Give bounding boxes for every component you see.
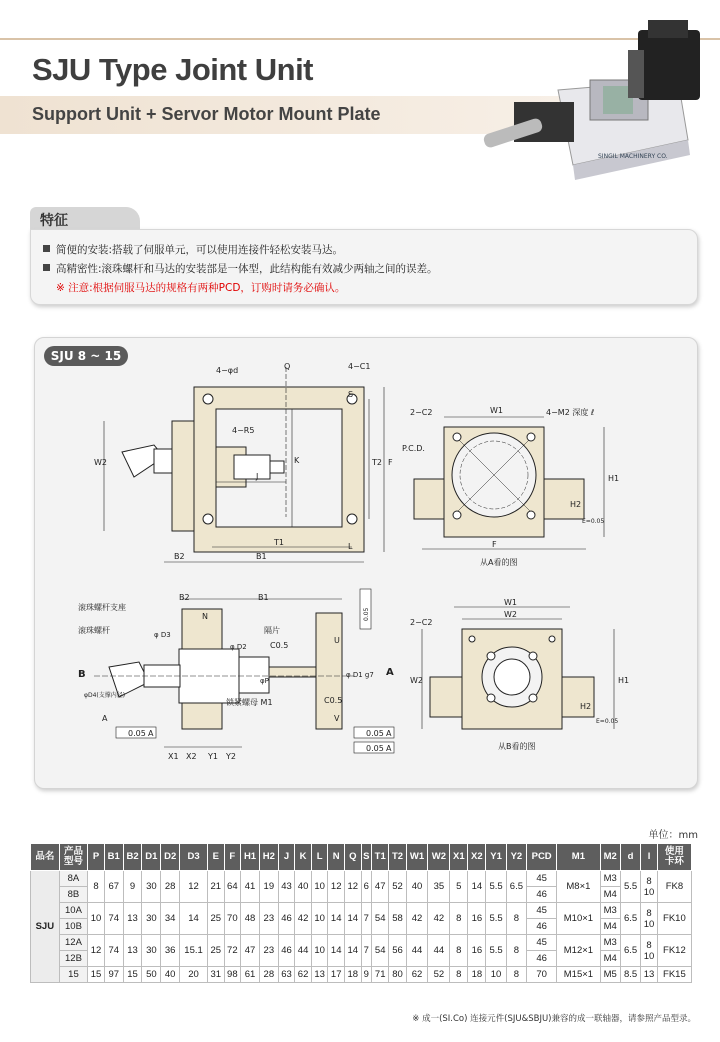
features-box [30, 229, 698, 305]
column-header: X1 [450, 844, 468, 871]
dim-label: U [334, 636, 340, 645]
table-cell: 8 [450, 935, 468, 967]
dim-label: A [386, 729, 392, 738]
dim-label: φ D2 [230, 643, 247, 651]
table-cell: 10 [311, 903, 328, 935]
table-cell: 12 [344, 871, 361, 903]
dim-label: L [348, 542, 353, 551]
features-tab-label: 特征 [40, 213, 68, 229]
table-body [31, 871, 692, 983]
table-cell: 28 [259, 967, 278, 983]
table-cell: 18 [344, 967, 361, 983]
dim-label: 锁紧螺母 M1 [226, 698, 273, 707]
dim-label: E=0.05 [596, 718, 619, 725]
table-cell: 23 [259, 935, 278, 967]
dim-label: T2 [372, 458, 382, 467]
dim-label: C0.5 [270, 641, 289, 650]
column-header: PCD [527, 844, 557, 871]
table-cell: 74 [104, 903, 123, 935]
dim-label: Q [284, 362, 291, 371]
table-cell: 41 [241, 871, 260, 903]
dim-label: E=0.05 [582, 518, 605, 525]
table-cell: 5 [450, 871, 468, 903]
feature-text: 高精密性:滚珠螺杆和马达的安装部是一体型，此结构能有效减少两轴之间的误差。 [56, 263, 438, 275]
table-cell: 42 [428, 903, 450, 935]
table-cell: 30 [142, 935, 161, 967]
table-cell: 54 [372, 903, 389, 935]
table-cell: 10 [311, 871, 328, 903]
table-cell: 15.1 [180, 935, 208, 967]
column-header: K [295, 844, 312, 871]
table-cell: 30 [142, 903, 161, 935]
column-header: F [224, 844, 241, 871]
column-header: 使用 卡环 [657, 844, 691, 871]
table-cell: 13 [123, 935, 142, 967]
dim-label: H2 [580, 702, 592, 711]
table-cell: 45 [527, 871, 557, 887]
dim-label: X2 [186, 752, 197, 761]
table-cell: 25 [207, 935, 224, 967]
column-header: 产品 型号 [59, 844, 88, 871]
column-header: J [278, 844, 295, 871]
table-cell: FK8 [657, 871, 691, 903]
table-cell: 15 [123, 967, 142, 983]
front-view [94, 362, 393, 562]
feature-item [43, 261, 438, 276]
table-cell: 5.5 [486, 935, 506, 967]
table-cell: 14 [328, 903, 345, 935]
feature-text: 简便的安装:搭载了伺服单元，可以使用连接件轻松安装马达。 [56, 244, 344, 256]
table-cell: 10 [311, 935, 328, 967]
dim-label: B1 [256, 552, 267, 561]
dim-label: 4−C1 [348, 362, 371, 371]
dim-label: 4−φd [216, 366, 239, 375]
table-cell: 13 [123, 903, 142, 935]
table-cell: 80 [389, 967, 406, 983]
features-tab [30, 207, 140, 231]
table-cell: 6.5 [506, 871, 526, 903]
table-cell: 12 [180, 871, 208, 903]
dim-label: W2 [410, 676, 423, 685]
column-header: H2 [259, 844, 278, 871]
table-cell: M3 [600, 935, 620, 951]
table-cell: 14 [344, 935, 361, 967]
column-header: 品名 [31, 844, 60, 871]
table-cell: M12×1 [557, 935, 600, 967]
dim-label: 4−R5 [232, 426, 255, 435]
table-cell: 30 [142, 871, 161, 903]
table-cell: 10A [59, 903, 88, 919]
table-cell: 67 [104, 871, 123, 903]
unit-label: 单位：mm [648, 830, 698, 841]
dim-label: B2 [179, 593, 190, 602]
dim-label: X1 [168, 752, 179, 761]
dim-label: S [348, 390, 354, 399]
table-cell: FK12 [657, 935, 691, 967]
table-cell: 47 [372, 871, 389, 903]
table-cell: 63 [278, 967, 295, 983]
table-cell: 8.5 [620, 967, 640, 983]
table-cell: 8 [506, 903, 526, 935]
table-cell: M3 [600, 903, 620, 919]
table-cell: 14 [468, 871, 486, 903]
dim-label: 0.05 [128, 729, 146, 738]
table-cell: 23 [259, 903, 278, 935]
table-cell: M3 [600, 871, 620, 887]
table-cell: 28 [161, 871, 180, 903]
table-cell: 6.5 [620, 903, 640, 935]
dim-label: φ D1 g7 [346, 671, 374, 679]
column-header: N [328, 844, 345, 871]
table-cell: 46 [527, 919, 557, 935]
table-cell: 8 10 [641, 935, 658, 967]
dim-label: 0.05 [366, 744, 384, 753]
table-cell: 52 [389, 871, 406, 903]
table-cell: 64 [224, 871, 241, 903]
table-cell: 40 [406, 871, 428, 903]
dim-label: A [148, 729, 154, 738]
table-cell: 7 [361, 903, 372, 935]
dim-label: A [386, 744, 392, 753]
table-cell: 45 [527, 935, 557, 951]
product-photo [478, 20, 710, 180]
column-header: B1 [104, 844, 123, 871]
table-cell: 6.5 [620, 935, 640, 967]
table-cell: 58 [389, 903, 406, 935]
table-cell: FK15 [657, 967, 691, 983]
table-cell: 52 [428, 967, 450, 983]
table-cell: 46 [278, 903, 295, 935]
table-cell: 44 [406, 935, 428, 967]
table-row [31, 871, 692, 887]
table-cell: 10 [88, 903, 105, 935]
dim-label: F [492, 540, 497, 549]
page-subtitle: Support Unit + Servor Motor Mount Plate [32, 104, 381, 124]
table-cell: 42 [406, 903, 428, 935]
table-cell: 40 [161, 967, 180, 983]
footnote: ※ 成一(SI.Co) 连接元件(SJU&SBJU)兼容的成一联轴器，请参照产品型录。 [412, 1014, 696, 1024]
dim-label: H1 [608, 474, 620, 483]
column-header: D1 [142, 844, 161, 871]
table-cell: SJU [31, 871, 60, 983]
dim-label: W2 [504, 610, 517, 619]
table-cell: 62 [295, 967, 312, 983]
table-cell: 5.5 [620, 871, 640, 903]
table-cell: 8B [59, 887, 88, 903]
table-cell: 47 [241, 935, 260, 967]
table-cell: 43 [278, 871, 295, 903]
table-cell: 16 [468, 903, 486, 935]
column-header: W1 [406, 844, 428, 871]
dim-label: Y1 [208, 752, 218, 761]
table-cell: 56 [389, 935, 406, 967]
dim-label: W1 [504, 598, 517, 607]
table-cell: 21 [207, 871, 224, 903]
dim-label: 滚珠螺杆支座 [78, 603, 126, 612]
table-cell: 5.5 [486, 871, 506, 903]
table-cell: 9 [123, 871, 142, 903]
table-cell: 71 [372, 967, 389, 983]
table-cell: 6 [361, 871, 372, 903]
dim-label: A [102, 714, 108, 723]
table-cell: 25 [207, 903, 224, 935]
table-cell: 12A [59, 935, 88, 951]
table-cell: 8 10 [641, 903, 658, 935]
table-cell: 17 [328, 967, 345, 983]
dim-label: J [256, 472, 259, 481]
dim-label: 隔片 [264, 626, 280, 635]
dim-label: T1 [274, 538, 284, 547]
table-cell: 8 [450, 903, 468, 935]
dim-label: C0.5 [324, 696, 343, 705]
dim-label: N [202, 612, 208, 621]
table-cell: 35 [428, 871, 450, 903]
table-cell: 74 [104, 935, 123, 967]
table-cell: 44 [428, 935, 450, 967]
dim-label: 2−C2 [410, 618, 433, 627]
table-cell: 13 [311, 967, 328, 983]
table-cell: 54 [372, 935, 389, 967]
view-a [402, 406, 619, 567]
table-cell: 14 [344, 903, 361, 935]
table-cell: 70 [224, 903, 241, 935]
dim-label: H1 [618, 676, 630, 685]
dim-label: B1 [258, 593, 269, 602]
table-cell: 70 [527, 967, 557, 983]
table-cell: M8×1 [557, 871, 600, 903]
table-cell: 19 [259, 871, 278, 903]
table-cell: 45 [527, 903, 557, 919]
dim-label: Y2 [226, 752, 236, 761]
table-cell: M5 [600, 967, 620, 983]
table-cell: 20 [180, 967, 208, 983]
dim-label: 0.05 [366, 729, 384, 738]
column-header: E [207, 844, 224, 871]
table-row [31, 935, 692, 951]
table-cell: 15 [59, 967, 88, 983]
photo-brand: SINGIL MACHINERY CO. [598, 153, 668, 160]
column-header: M2 [600, 844, 620, 871]
column-header: P [88, 844, 105, 871]
table-cell: 8A [59, 871, 88, 887]
table-cell: 42 [295, 903, 312, 935]
spec-table [30, 843, 692, 983]
column-header: S [361, 844, 372, 871]
dim-label: 滚珠螺杆 [78, 626, 110, 635]
table-cell: 5.5 [486, 903, 506, 935]
table-cell: 8 [506, 935, 526, 967]
table-cell: 46 [527, 951, 557, 967]
table-cell: 12 [88, 935, 105, 967]
table-cell: 13 [641, 967, 658, 983]
table-cell: M4 [600, 887, 620, 903]
table-cell: 15 [88, 967, 105, 983]
table-cell: 46 [278, 935, 295, 967]
table-cell: 8 [450, 967, 468, 983]
table-cell: 50 [142, 967, 161, 983]
table-cell: 14 [328, 935, 345, 967]
dim-label: K [294, 456, 300, 465]
table-cell: 36 [161, 935, 180, 967]
page-title: SJU Type Joint Unit [32, 52, 314, 87]
dim-label: W1 [490, 406, 503, 415]
table-cell: 31 [207, 967, 224, 983]
table-cell: M10×1 [557, 903, 600, 935]
table-cell: 97 [104, 967, 123, 983]
bullet-icon [43, 264, 50, 271]
column-header: T1 [372, 844, 389, 871]
dim-label: 从A看的图 [480, 558, 518, 567]
dim-label: 2−C2 [410, 408, 433, 417]
column-header: D2 [161, 844, 180, 871]
table-cell: 12 [328, 871, 345, 903]
table-row [31, 967, 692, 983]
column-header: l [641, 844, 658, 871]
column-header: D3 [180, 844, 208, 871]
table-cell: 16 [468, 935, 486, 967]
table-cell: 10B [59, 919, 88, 935]
table-cell: 98 [224, 967, 241, 983]
table-row [31, 903, 692, 919]
table-cell: 48 [241, 903, 260, 935]
table-cell: 9 [361, 967, 372, 983]
table-cell: FK10 [657, 903, 691, 935]
dim-label: φD4(支撑内径) [84, 692, 126, 699]
table-cell: M15×1 [557, 967, 600, 983]
table-header-row [31, 844, 692, 871]
column-header: M1 [557, 844, 600, 871]
column-header: T2 [389, 844, 406, 871]
table-cell: 8 [506, 967, 526, 983]
column-header: W2 [428, 844, 450, 871]
table-cell: 8 [88, 871, 105, 903]
column-header: B2 [123, 844, 142, 871]
dim-label: W2 [94, 458, 107, 467]
table-cell: M4 [600, 919, 620, 935]
table-cell: 61 [241, 967, 260, 983]
dim-label: P.C.D. [402, 444, 425, 453]
table-cell: 46 [527, 887, 557, 903]
table-cell: 40 [295, 871, 312, 903]
dim-label: F [388, 458, 393, 467]
dim-label: H2 [570, 500, 582, 509]
table-cell: 44 [295, 935, 312, 967]
bullet-icon [43, 245, 50, 252]
dim-label: φP [260, 677, 269, 685]
dim-label: V [334, 714, 340, 723]
column-header: Q [344, 844, 361, 871]
technical-drawing [34, 337, 696, 787]
table-cell: 72 [224, 935, 241, 967]
dim-label: B2 [174, 552, 185, 561]
column-header: L [311, 844, 328, 871]
dim-label: B [78, 669, 86, 680]
column-header: Y2 [506, 844, 526, 871]
table-cell: 14 [180, 903, 208, 935]
feature-item [43, 242, 343, 257]
dim-label: φ D3 [154, 631, 171, 639]
table-cell: 34 [161, 903, 180, 935]
dim-label: A [386, 667, 394, 678]
table-cell: 62 [406, 967, 428, 983]
feature-warning: ※ 注意:根据伺服马达的规格有两种PCD，订购时请务必确认。 [56, 282, 346, 294]
view-b [410, 598, 629, 751]
table-cell: M4 [600, 951, 620, 967]
column-header: H1 [241, 844, 260, 871]
dim-label: 从B看的图 [498, 742, 536, 751]
diagram-tab: SJU 8 ~ 15 [44, 346, 128, 366]
table-cell: 7 [361, 935, 372, 967]
column-header: d [620, 844, 640, 871]
column-header: Y1 [486, 844, 506, 871]
table-cell: 8 10 [641, 871, 658, 903]
table-cell: 18 [468, 967, 486, 983]
dim-label: 4−M2 深度 ℓ [546, 408, 595, 417]
section-view [78, 589, 394, 761]
table-cell: 10 [486, 967, 506, 983]
column-header: X2 [468, 844, 486, 871]
dim-label: 0.05 [363, 607, 370, 621]
table-cell: 12B [59, 951, 88, 967]
